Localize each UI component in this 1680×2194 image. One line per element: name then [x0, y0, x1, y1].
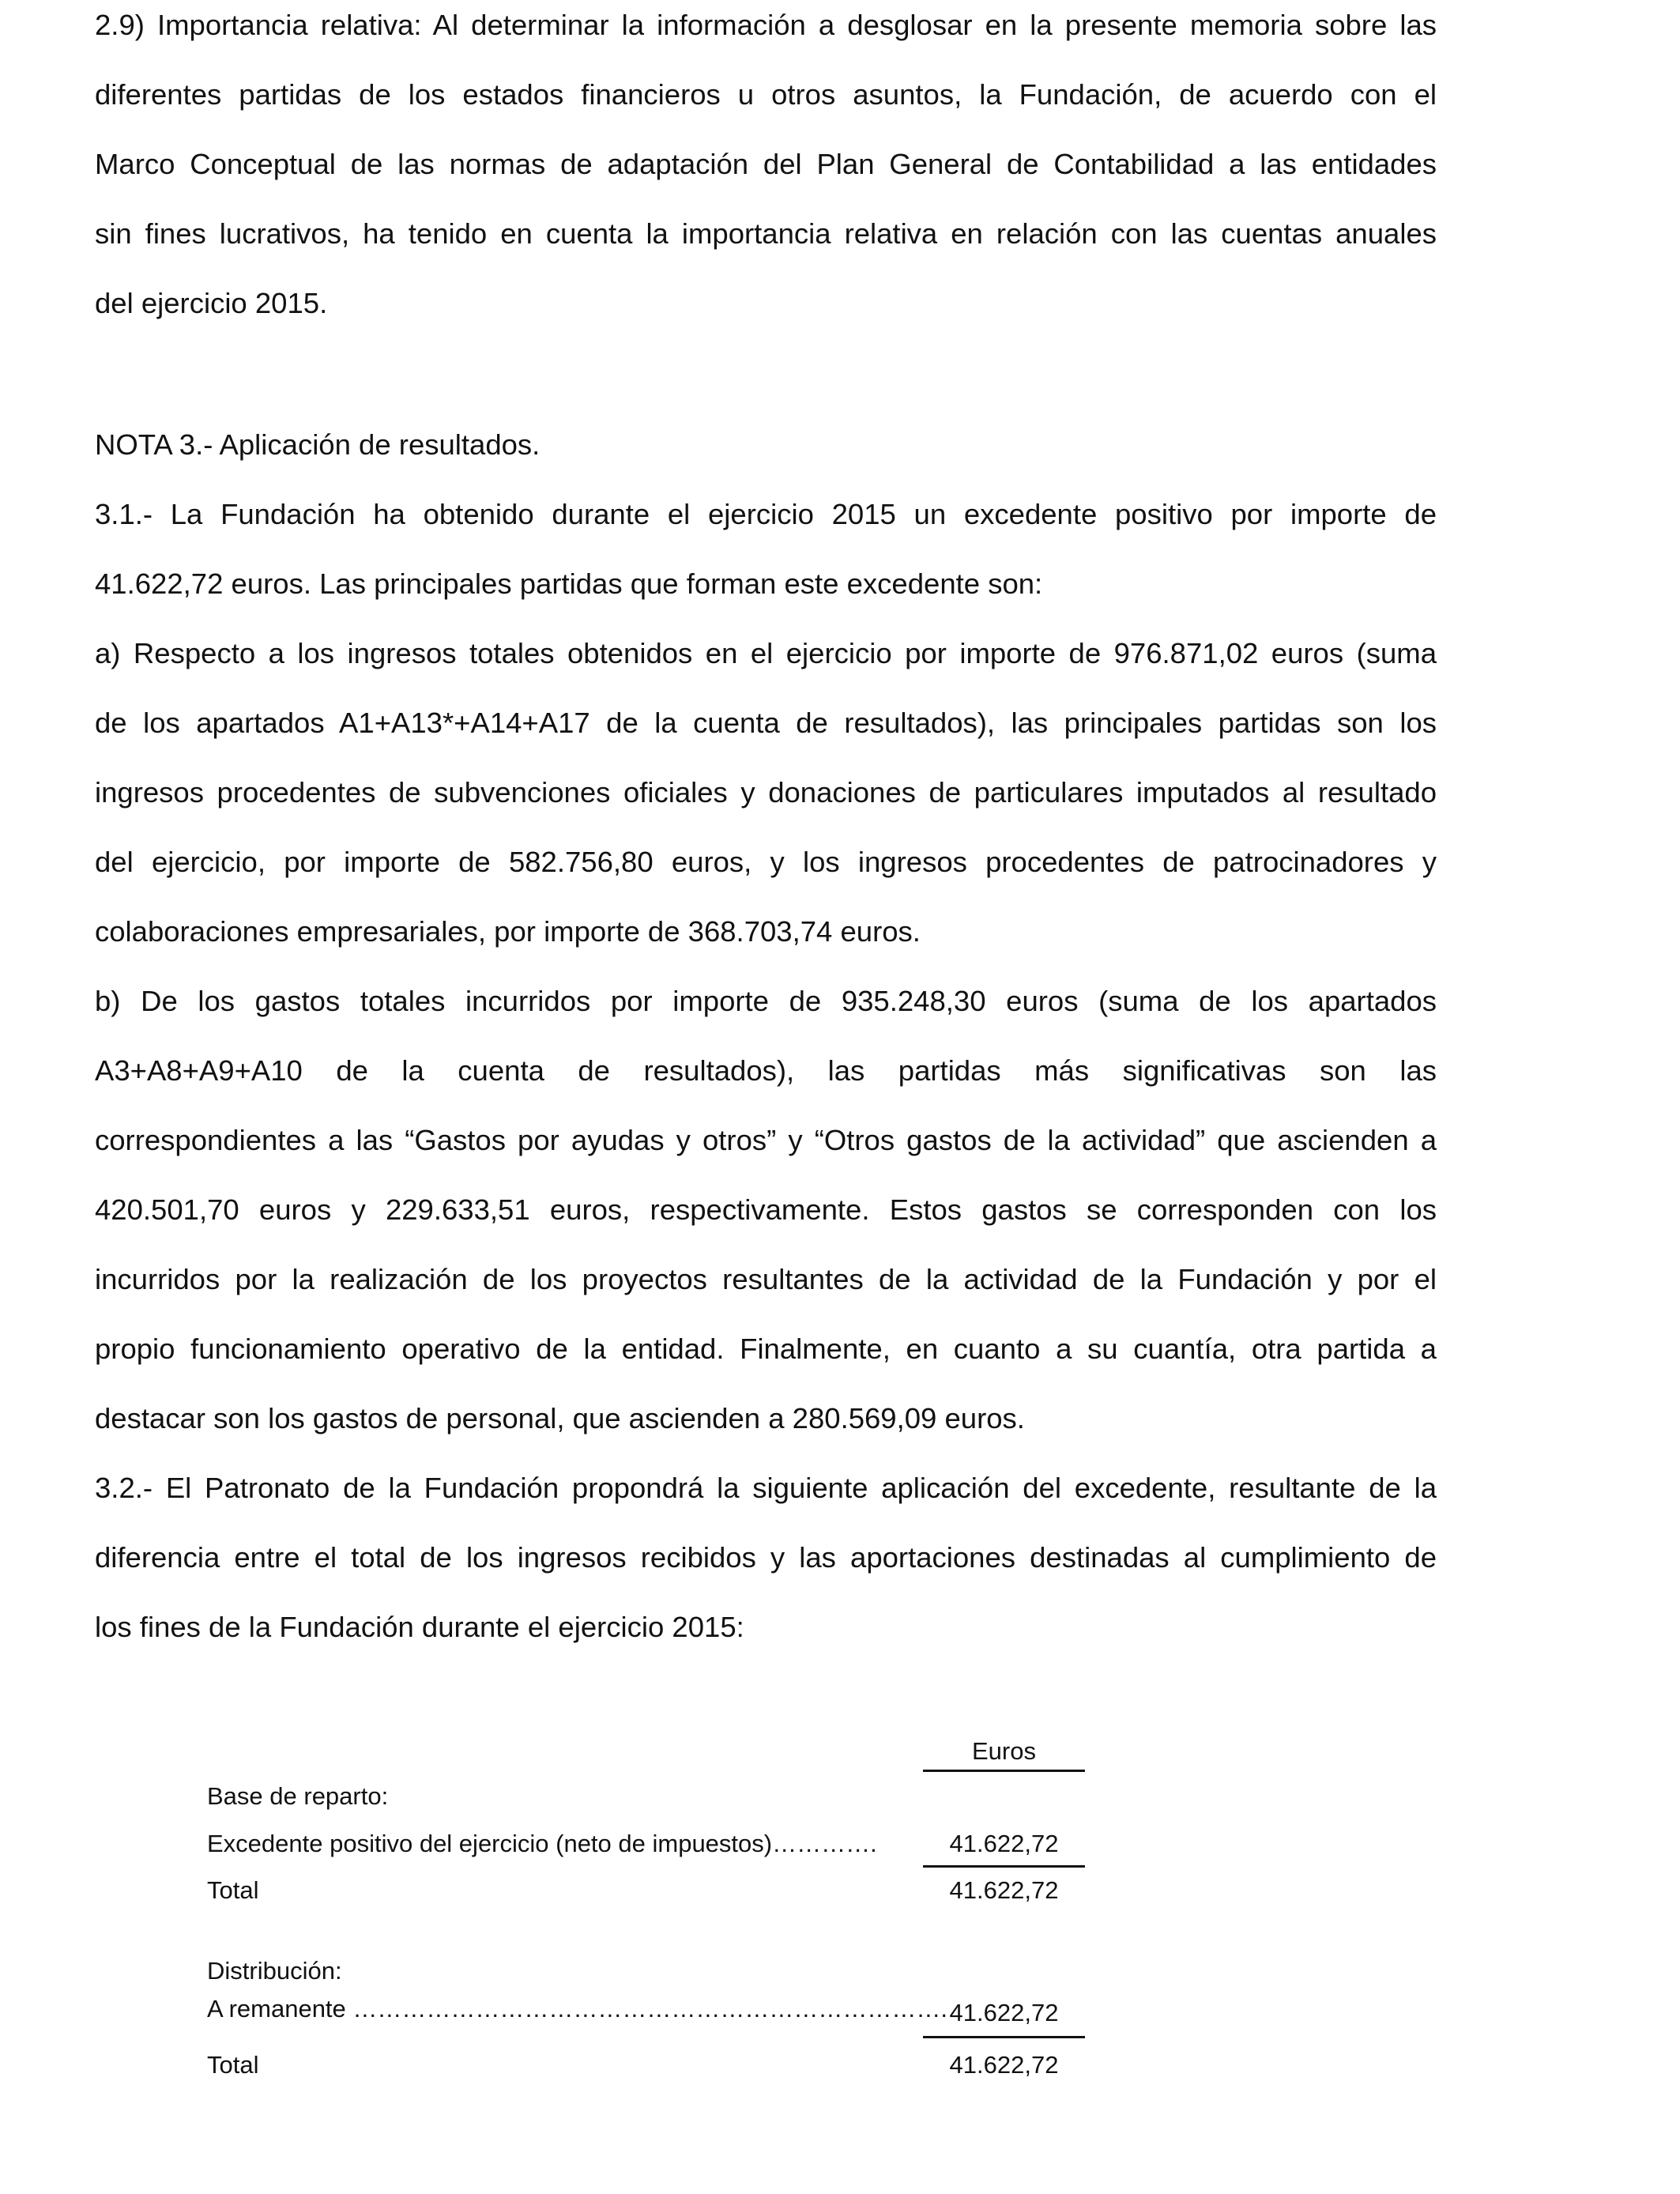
remanente-label: A remanente ………………………………………………………………. [207, 1995, 948, 2022]
subtotal-rule [923, 1865, 1085, 1868]
text-line: propio funcionamiento operativo de la entidad. Finalmente, en cuanto a su cuantía, otra partida a [95, 1333, 1437, 1365]
text-line: A3+A8+A9+A10 de la cuenta de resultados), las partidas más significativas son las [95, 1054, 1437, 1087]
total-rule [923, 2036, 1085, 2038]
text-line: correspondientes a las “Gastos por ayudas y otros” y “Otros gastos de la actividad” que ascienden a [95, 1124, 1437, 1156]
text-line: del ejercicio, por importe de 582.756,80 euros, y los ingresos procedentes de patrocinadores y [95, 846, 1437, 878]
header-underline [923, 1770, 1085, 1772]
text-line: diferencia entre el total de los ingresos recibidos y las aportaciones destinadas al cumplimiento de [95, 1541, 1437, 1574]
total-1-value: 41.622,72 [949, 1876, 1059, 1904]
column-header-euros: Euros [972, 1737, 1036, 1765]
remanente-value: 41.622,72 [949, 1999, 1059, 2026]
text-line: colaboraciones empresariales, por importe de 368.703,74 euros. [95, 915, 921, 948]
text-line: a) Respecto a los ingresos totales obtenidos en el ejercicio por importe de 976.871,02 euros (suma [95, 637, 1437, 669]
text-line: 41.622,72 euros. Las principales partidas que forman este excedente son: [95, 567, 1043, 600]
nota-3-heading: NOTA 3.- Aplicación de resultados. [95, 428, 541, 461]
text-line: Marco Conceptual de las normas de adaptación del Plan General de Contabilidad a las entidades [95, 148, 1437, 180]
text-line: los fines de la Fundación durante el ejercicio 2015: [95, 1611, 744, 1643]
text-line: 2.9) Importancia relativa: Al determinar la información a desglosar en la presente memoria sobre las [95, 9, 1437, 41]
text-line: de los apartados A1+A13*+A14+A17 de la cuenta de resultados), las principales partidas son los [95, 707, 1437, 739]
text-line: sin fines lucrativos, ha tenido en cuenta la importancia relativa en relación con las cuentas anuales [95, 217, 1437, 250]
text-line: del ejercicio 2015. [95, 287, 328, 319]
base-de-reparto-label: Base de reparto: [207, 1782, 389, 1810]
text-line: ingresos procedentes de subvenciones oficiales y donaciones de particulares imputados al resultado [95, 776, 1437, 809]
distribucion-label: Distribución: [207, 1957, 342, 1985]
excedente-value: 41.622,72 [949, 1830, 1059, 1857]
text-line: 3.1.- La Fundación ha obtenido durante el ejercicio 2015 un excedente positivo por importe de [95, 498, 1437, 530]
total-2-label: Total [207, 2051, 259, 2079]
text-line: diferentes partidas de los estados financieros u otros asuntos, la Fundación, de acuerdo con el [95, 78, 1437, 111]
text-line: 3.2.- El Patronato de la Fundación propondrá la siguiente aplicación del excedente, resultante de la [95, 1472, 1437, 1504]
excedente-label: Excedente positivo del ejercicio (neto de impuestos)…………. [207, 1830, 877, 1857]
text-line: b) De los gastos totales incurridos por importe de 935.248,30 euros (suma de los apartados [95, 985, 1437, 1017]
text-line: destacar son los gastos de personal, que ascienden a 280.569,09 euros. [95, 1402, 1025, 1434]
total-2-value: 41.622,72 [949, 2051, 1059, 2079]
text-line: incurridos por la realización de los proyectos resultantes de la actividad de la Fundación y por el [95, 1263, 1437, 1295]
total-1-label: Total [207, 1876, 259, 1904]
text-line: 420.501,70 euros y 229.633,51 euros, respectivamente. Estos gastos se corresponden con los [95, 1193, 1437, 1226]
